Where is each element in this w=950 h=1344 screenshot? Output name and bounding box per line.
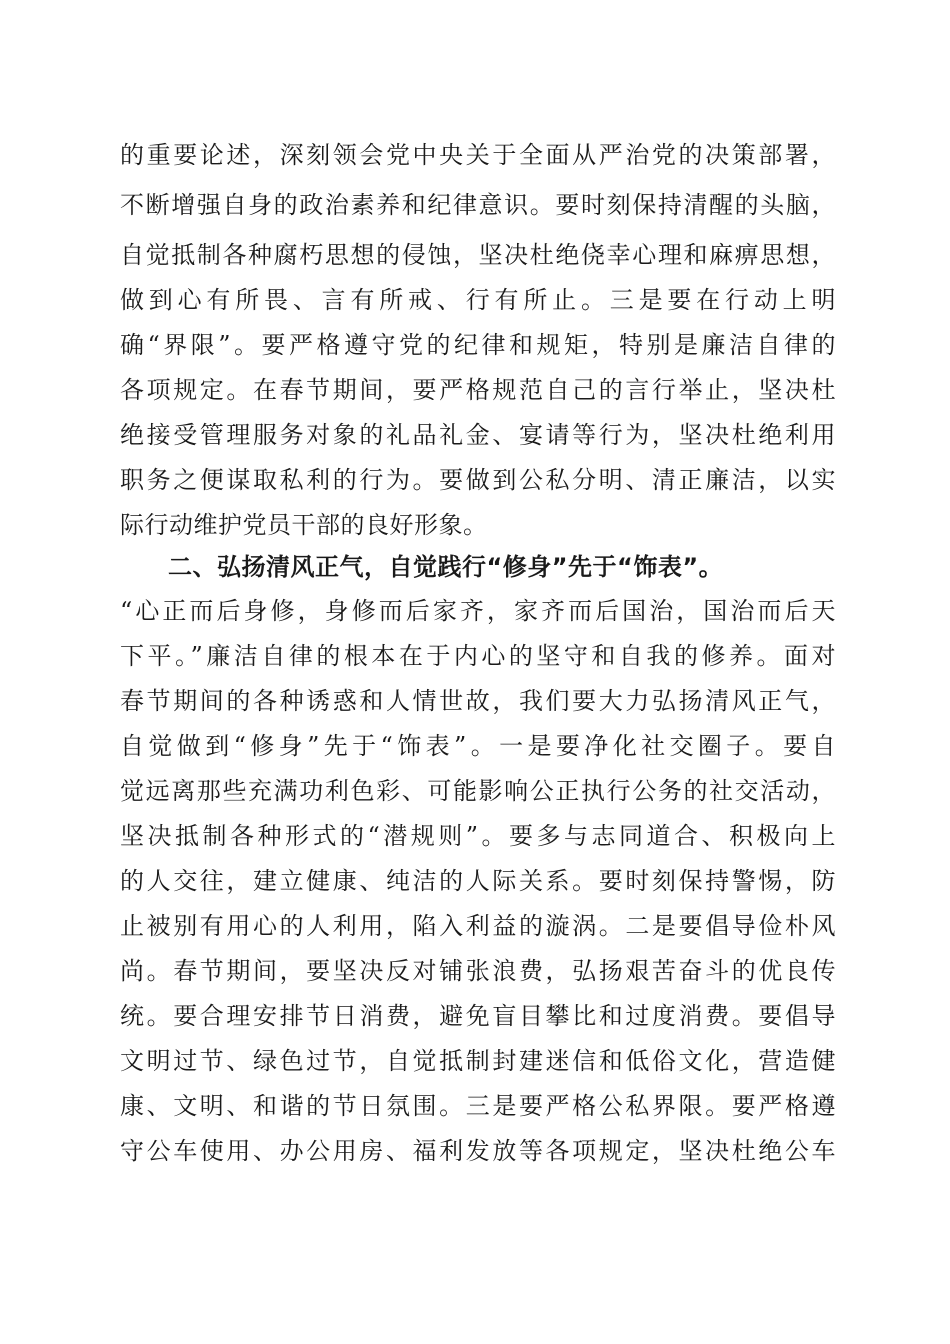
- text-line: 觉远离那些充满功利色彩、可能影响公正执行公务的社交活动，: [120, 777, 836, 805]
- text-line: 止被别有用心的人利用，陷入利益的漩涡。二是要倡导俭朴风: [120, 912, 836, 940]
- text-line: 统。要合理安排节日消费，避免盲目攀比和过度消费。要倡导: [120, 1002, 836, 1030]
- text-line: 自觉抵制各种腐朽思想的侵蚀，坚决杜绝侥幸心理和麻痹思想，: [120, 241, 836, 269]
- text-line: 际行动维护党员干部的良好形象。: [120, 511, 488, 539]
- text-line: “心正而后身修，身修而后家齐，家齐而后国治，国治而后天: [120, 597, 836, 625]
- text-line: 尚。春节期间，要坚决反对铺张浪费，弘扬艰苦奋斗的优良传: [120, 957, 836, 985]
- text-line: 做到心有所畏、言有所戒、行有所止。三是要在行动上明: [120, 286, 836, 314]
- text-line: 下平。”廉洁自律的根本在于内心的坚守和自我的修养。面对: [120, 642, 836, 670]
- text-line: 坚决抵制各种形式的“潜规则”。要多与志同道合、积极向上: [120, 822, 836, 850]
- text-line: 的重要论述，深刻领会党中央关于全面从严治党的决策部署，: [120, 141, 836, 169]
- text-line: 守公车使用、办公用房、福利发放等各项规定，坚决杜绝公车: [120, 1137, 836, 1165]
- text-line: 不断增强自身的政治素养和纪律意识。要时刻保持清醒的头脑，: [120, 191, 836, 219]
- text-line: 春节期间的各种诱惑和人情世故，我们要大力弘扬清风正气，: [120, 687, 836, 715]
- text-line: 自觉做到“修身”先于“饰表”。一是要净化社交圈子。要自: [120, 732, 836, 760]
- text-line: 确“界限”。要严格遵守党的纪律和规矩，特别是廉洁自律的: [120, 331, 836, 359]
- text-line: 各项规定。在春节期间，要严格规范自己的言行举止，坚决杜: [120, 376, 836, 404]
- text-line: 职务之便谋取私利的行为。要做到公私分明、清正廉洁，以实: [120, 466, 836, 494]
- text-line: 文明过节、绿色过节，自觉抵制封建迷信和低俗文化，营造健: [120, 1047, 836, 1075]
- text-line: 绝接受管理服务对象的礼品礼金、宴请等行为，坚决杜绝利用: [120, 421, 836, 449]
- text-line: 的人交往，建立健康、纯洁的人际关系。要时刻保持警惕，防: [120, 867, 836, 895]
- text-line: 康、文明、和谐的节日氛围。三是要严格公私界限。要严格遵: [120, 1092, 836, 1120]
- section-heading: 二、弘扬清风正气，自觉践行“修身”先于“饰表”。: [168, 553, 724, 581]
